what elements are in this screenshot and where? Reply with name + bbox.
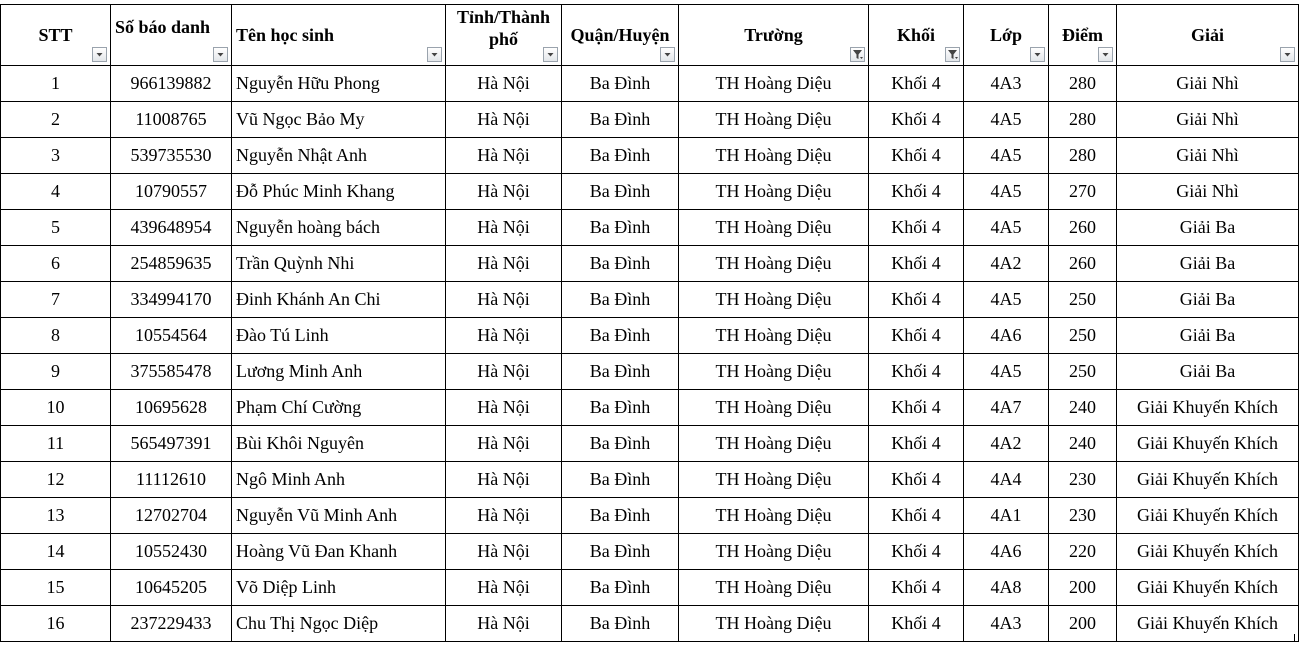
cell-diem[interactable]: 200 [1049, 570, 1117, 606]
table-row [1, 66, 1299, 102]
cell-stt[interactable]: 6 [1, 246, 111, 282]
cell-tinh-thanh-pho[interactable]: Hà Nội [446, 534, 562, 570]
cell-lop[interactable]: 4A5 [964, 354, 1049, 390]
table-row [1, 606, 1299, 642]
column-header-label: STT [38, 25, 73, 45]
column-header-giai[interactable] [1117, 5, 1299, 66]
cell-tinh-thanh-pho[interactable]: Hà Nội [446, 282, 562, 318]
results-table [0, 4, 1299, 642]
cell-khoi[interactable]: Khối 4 [869, 462, 964, 498]
cell-lop[interactable]: 4A5 [964, 282, 1049, 318]
column-header-lop[interactable] [964, 5, 1049, 66]
column-header-so-bao-danh[interactable] [111, 5, 232, 66]
dropdown-arrow-icon[interactable] [1030, 47, 1045, 62]
cell-tinh-thanh-pho[interactable]: Hà Nội [446, 66, 562, 102]
cell-so-bao-danh[interactable]: 11112610 [111, 462, 232, 498]
cell-lop[interactable]: 4A3 [964, 66, 1049, 102]
cell-tinh-thanh-pho[interactable]: Hà Nội [446, 318, 562, 354]
cell-khoi[interactable]: Khối 4 [869, 138, 964, 174]
cell-tinh-thanh-pho[interactable]: Hà Nội [446, 354, 562, 390]
sheet-edge-marker [1294, 634, 1301, 642]
cell-tinh-thanh-pho[interactable]: Hà Nội [446, 570, 562, 606]
cell-khoi[interactable]: Khối 4 [869, 66, 964, 102]
cell-quan-huyen[interactable]: Ba Đình [562, 462, 679, 498]
cell-ten-hoc-sinh[interactable]: Nguyễn Vũ Minh Anh [232, 498, 446, 534]
cell-tinh-thanh-pho[interactable]: Hà Nội [446, 606, 562, 642]
cell-so-bao-danh[interactable]: 11008765 [111, 102, 232, 138]
cell-truong[interactable]: TH Hoàng Diệu [679, 390, 869, 426]
cell-truong[interactable]: TH Hoàng Diệu [679, 606, 869, 642]
header-row [1, 5, 1299, 66]
cell-lop[interactable]: 4A5 [964, 138, 1049, 174]
cell-ten-hoc-sinh[interactable]: Đinh Khánh An Chi [232, 282, 446, 318]
column-header-label: Khối [896, 25, 935, 45]
cell-lop[interactable]: 4A5 [964, 174, 1049, 210]
cell-tinh-thanh-pho[interactable]: Hà Nội [446, 102, 562, 138]
cell-quan-huyen[interactable]: Ba Đình [562, 66, 679, 102]
filter-funnel-icon[interactable] [850, 47, 865, 62]
cell-diem[interactable]: 250 [1049, 282, 1117, 318]
cell-diem[interactable]: 280 [1049, 138, 1117, 174]
cell-khoi[interactable]: Khối 4 [869, 174, 964, 210]
column-header-stt[interactable] [1, 5, 111, 66]
column-header-label: Tỉnh/Thành phố [456, 7, 551, 49]
cell-diem[interactable]: 200 [1049, 606, 1117, 642]
column-header-label: Quận/Huyện [570, 25, 670, 45]
table-row [1, 390, 1299, 426]
cell-diem[interactable]: 230 [1049, 462, 1117, 498]
cell-giai[interactable]: Giải Ba [1117, 210, 1299, 246]
cell-khoi[interactable]: Khối 4 [869, 318, 964, 354]
cell-lop[interactable]: 4A5 [964, 210, 1049, 246]
dropdown-arrow-icon[interactable] [213, 47, 228, 62]
column-header-label: Giải [1190, 25, 1224, 45]
cell-ten-hoc-sinh[interactable]: Đỗ Phúc Minh Khang [232, 174, 446, 210]
cell-giai[interactable]: Giải Ba [1117, 354, 1299, 390]
cell-tinh-thanh-pho[interactable]: Hà Nội [446, 426, 562, 462]
cell-truong[interactable]: TH Hoàng Diệu [679, 462, 869, 498]
column-header-label: Điểm [1062, 25, 1103, 45]
cell-tinh-thanh-pho[interactable]: Hà Nội [446, 174, 562, 210]
cell-diem[interactable]: 280 [1049, 66, 1117, 102]
cell-giai[interactable]: Giải Khuyến Khích [1117, 462, 1299, 498]
column-header-quan-huyen[interactable] [562, 5, 679, 66]
cell-tinh-thanh-pho[interactable]: Hà Nội [446, 462, 562, 498]
cell-quan-huyen[interactable]: Ba Đình [562, 426, 679, 462]
table-row [1, 282, 1299, 318]
column-header-khoi[interactable] [869, 5, 964, 66]
table-row [1, 354, 1299, 390]
cell-ten-hoc-sinh[interactable]: Lương Minh Anh [232, 354, 446, 390]
cell-lop[interactable]: 4A5 [964, 102, 1049, 138]
cell-so-bao-danh[interactable]: 565497391 [111, 426, 232, 462]
cell-quan-huyen[interactable]: Ba Đình [562, 102, 679, 138]
cell-khoi[interactable]: Khối 4 [869, 570, 964, 606]
cell-so-bao-danh[interactable]: 254859635 [111, 246, 232, 282]
cell-ten-hoc-sinh[interactable]: Phạm Chí Cường [232, 390, 446, 426]
cell-stt[interactable]: 9 [1, 354, 111, 390]
cell-giai[interactable]: Giải Khuyến Khích [1117, 426, 1299, 462]
cell-giai[interactable]: Giải Khuyến Khích [1117, 570, 1299, 606]
cell-lop[interactable]: 4A7 [964, 390, 1049, 426]
cell-ten-hoc-sinh[interactable]: Võ Diệp Linh [232, 570, 446, 606]
cell-khoi[interactable]: Khối 4 [869, 102, 964, 138]
cell-stt[interactable]: 4 [1, 174, 111, 210]
cell-lop[interactable]: 4A2 [964, 246, 1049, 282]
cell-lop[interactable]: 4A2 [964, 426, 1049, 462]
cell-diem[interactable]: 260 [1049, 246, 1117, 282]
cell-truong[interactable]: TH Hoàng Diệu [679, 102, 869, 138]
cell-giai[interactable]: Giải Khuyến Khích [1117, 390, 1299, 426]
cell-ten-hoc-sinh[interactable]: Nguyễn Nhật Anh [232, 138, 446, 174]
cell-giai[interactable]: Giải Ba [1117, 246, 1299, 282]
cell-quan-huyen[interactable]: Ba Đình [562, 570, 679, 606]
cell-truong[interactable]: TH Hoàng Diệu [679, 354, 869, 390]
cell-diem[interactable]: 230 [1049, 498, 1117, 534]
cell-tinh-thanh-pho[interactable]: Hà Nội [446, 390, 562, 426]
cell-lop[interactable]: 4A6 [964, 318, 1049, 354]
cell-khoi[interactable]: Khối 4 [869, 390, 964, 426]
cell-truong[interactable]: TH Hoàng Diệu [679, 246, 869, 282]
cell-khoi[interactable]: Khối 4 [869, 498, 964, 534]
cell-truong[interactable]: TH Hoàng Diệu [679, 66, 869, 102]
cell-stt[interactable]: 10 [1, 390, 111, 426]
cell-truong[interactable]: TH Hoàng Diệu [679, 498, 869, 534]
dropdown-arrow-icon[interactable] [92, 47, 107, 62]
cell-tinh-thanh-pho[interactable]: Hà Nội [446, 138, 562, 174]
cell-quan-huyen[interactable]: Ba Đình [562, 282, 679, 318]
dropdown-arrow-icon[interactable] [660, 47, 675, 62]
cell-so-bao-danh[interactable]: 375585478 [111, 354, 232, 390]
cell-truong[interactable]: TH Hoàng Diệu [679, 534, 869, 570]
cell-lop[interactable]: 4A8 [964, 570, 1049, 606]
cell-stt[interactable]: 11 [1, 426, 111, 462]
dropdown-arrow-icon[interactable] [1098, 47, 1113, 62]
cell-truong[interactable]: TH Hoàng Diệu [679, 570, 869, 606]
cell-lop[interactable]: 4A4 [964, 462, 1049, 498]
table-row [1, 570, 1299, 606]
dropdown-arrow-icon[interactable] [427, 47, 442, 62]
cell-giai[interactable]: Giải Ba [1117, 318, 1299, 354]
table-row [1, 426, 1299, 462]
cell-khoi[interactable]: Khối 4 [869, 354, 964, 390]
cell-so-bao-danh[interactable]: 10790557 [111, 174, 232, 210]
cell-giai[interactable]: Giải Ba [1117, 282, 1299, 318]
column-header-truong[interactable] [679, 5, 869, 66]
cell-giai[interactable]: Giải Khuyến Khích [1117, 498, 1299, 534]
cell-diem[interactable]: 240 [1049, 390, 1117, 426]
cell-khoi[interactable]: Khối 4 [869, 426, 964, 462]
column-header-label: Số báo danh [115, 17, 211, 37]
cell-stt[interactable]: 12 [1, 462, 111, 498]
cell-truong[interactable]: TH Hoàng Diệu [679, 138, 869, 174]
cell-stt[interactable]: 13 [1, 498, 111, 534]
table-row [1, 102, 1299, 138]
cell-so-bao-danh[interactable]: 539735530 [111, 138, 232, 174]
cell-truong[interactable]: TH Hoàng Diệu [679, 282, 869, 318]
cell-giai[interactable]: Giải Nhì [1117, 138, 1299, 174]
cell-so-bao-danh[interactable]: 439648954 [111, 210, 232, 246]
cell-giai[interactable]: Giải Nhì [1117, 102, 1299, 138]
cell-ten-hoc-sinh[interactable]: Nguyễn Hữu Phong [232, 66, 446, 102]
cell-lop[interactable]: 4A1 [964, 498, 1049, 534]
cell-diem[interactable]: 250 [1049, 318, 1117, 354]
cell-quan-huyen[interactable]: Ba Đình [562, 498, 679, 534]
cell-ten-hoc-sinh[interactable]: Nguyễn hoàng bách [232, 210, 446, 246]
column-header-ten-hoc-sinh[interactable] [232, 5, 446, 66]
cell-khoi[interactable]: Khối 4 [869, 282, 964, 318]
cell-ten-hoc-sinh[interactable]: Hoàng Vũ Đan Khanh [232, 534, 446, 570]
cell-truong[interactable]: TH Hoàng Diệu [679, 318, 869, 354]
cell-quan-huyen[interactable]: Ba Đình [562, 318, 679, 354]
table-row [1, 534, 1299, 570]
cell-khoi[interactable]: Khối 4 [869, 606, 964, 642]
cell-lop[interactable]: 4A6 [964, 534, 1049, 570]
cell-diem[interactable]: 280 [1049, 102, 1117, 138]
cell-khoi[interactable]: Khối 4 [869, 210, 964, 246]
cell-ten-hoc-sinh[interactable]: Trần Quỳnh Nhi [232, 246, 446, 282]
cell-tinh-thanh-pho[interactable]: Hà Nội [446, 210, 562, 246]
cell-diem[interactable]: 260 [1049, 210, 1117, 246]
cell-ten-hoc-sinh[interactable]: Đào Tú Linh [232, 318, 446, 354]
cell-lop[interactable]: 4A3 [964, 606, 1049, 642]
cell-giai[interactable]: Giải Nhì [1117, 174, 1299, 210]
cell-diem[interactable]: 250 [1049, 354, 1117, 390]
table-row [1, 462, 1299, 498]
dropdown-arrow-icon[interactable] [1280, 47, 1295, 62]
cell-tinh-thanh-pho[interactable]: Hà Nội [446, 246, 562, 282]
cell-ten-hoc-sinh[interactable]: Ngô Minh Anh [232, 462, 446, 498]
table-row [1, 246, 1299, 282]
cell-giai[interactable]: Giải Khuyến Khích [1117, 534, 1299, 570]
cell-khoi[interactable]: Khối 4 [869, 534, 964, 570]
cell-ten-hoc-sinh[interactable]: Vũ Ngọc Bảo My [232, 102, 446, 138]
cell-quan-huyen[interactable]: Ba Đình [562, 390, 679, 426]
table-row [1, 498, 1299, 534]
table-row [1, 138, 1299, 174]
cell-so-bao-danh[interactable]: 10554564 [111, 318, 232, 354]
cell-so-bao-danh[interactable]: 334994170 [111, 282, 232, 318]
cell-quan-huyen[interactable]: Ba Đình [562, 138, 679, 174]
cell-diem[interactable]: 270 [1049, 174, 1117, 210]
dropdown-arrow-icon[interactable] [543, 47, 558, 62]
cell-giai[interactable]: Giải Khuyến Khích [1117, 606, 1299, 642]
cell-diem[interactable]: 220 [1049, 534, 1117, 570]
column-header-label: Trường [744, 25, 803, 45]
cell-so-bao-danh[interactable]: 966139882 [111, 66, 232, 102]
cell-so-bao-danh[interactable]: 10645205 [111, 570, 232, 606]
cell-truong[interactable]: TH Hoàng Diệu [679, 174, 869, 210]
cell-stt[interactable]: 3 [1, 138, 111, 174]
cell-stt[interactable]: 16 [1, 606, 111, 642]
cell-khoi[interactable]: Khối 4 [869, 246, 964, 282]
cell-stt[interactable]: 1 [1, 66, 111, 102]
cell-so-bao-danh[interactable]: 237229433 [111, 606, 232, 642]
cell-quan-huyen[interactable]: Ba Đình [562, 246, 679, 282]
cell-so-bao-danh[interactable]: 12702704 [111, 498, 232, 534]
cell-quan-huyen[interactable]: Ba Đình [562, 354, 679, 390]
table-row [1, 210, 1299, 246]
cell-quan-huyen[interactable]: Ba Đình [562, 606, 679, 642]
cell-stt[interactable]: 2 [1, 102, 111, 138]
cell-truong[interactable]: TH Hoàng Diệu [679, 210, 869, 246]
table-row [1, 318, 1299, 354]
cell-stt[interactable]: 7 [1, 282, 111, 318]
cell-truong[interactable]: TH Hoàng Diệu [679, 426, 869, 462]
cell-stt[interactable]: 15 [1, 570, 111, 606]
cell-ten-hoc-sinh[interactable]: Chu Thị Ngọc Diệp [232, 606, 446, 642]
column-header-label: Lớp [990, 25, 1022, 45]
cell-stt[interactable]: 14 [1, 534, 111, 570]
table-body [1, 66, 1299, 642]
cell-quan-huyen[interactable]: Ba Đình [562, 174, 679, 210]
cell-tinh-thanh-pho[interactable]: Hà Nội [446, 498, 562, 534]
column-header-tinh-thanh-pho[interactable] [446, 5, 562, 66]
table-row [1, 174, 1299, 210]
cell-stt[interactable]: 8 [1, 318, 111, 354]
cell-quan-huyen[interactable]: Ba Đình [562, 210, 679, 246]
cell-ten-hoc-sinh[interactable]: Bùi Khôi Nguyên [232, 426, 446, 462]
cell-giai[interactable]: Giải Nhì [1117, 66, 1299, 102]
filter-funnel-icon[interactable] [945, 47, 960, 62]
cell-quan-huyen[interactable]: Ba Đình [562, 534, 679, 570]
cell-so-bao-danh[interactable]: 10695628 [111, 390, 232, 426]
column-header-label: Tên học sinh [236, 25, 335, 45]
cell-stt[interactable]: 5 [1, 210, 111, 246]
column-header-diem[interactable] [1049, 5, 1117, 66]
cell-so-bao-danh[interactable]: 10552430 [111, 534, 232, 570]
cell-diem[interactable]: 240 [1049, 426, 1117, 462]
